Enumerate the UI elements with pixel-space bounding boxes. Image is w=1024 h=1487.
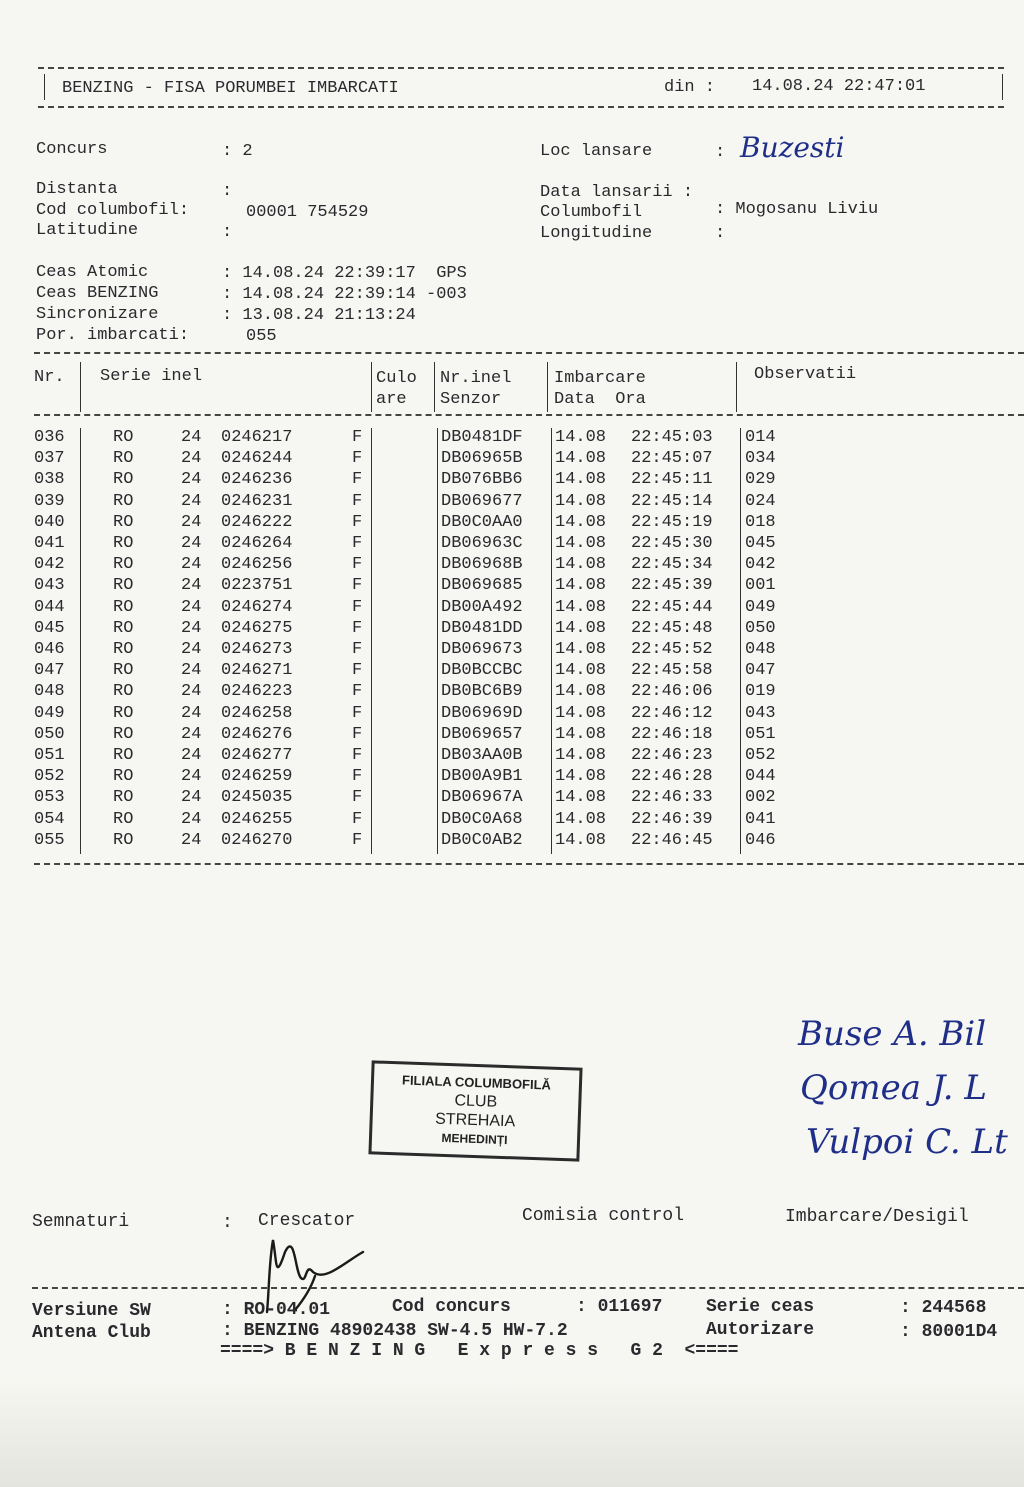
cell-nr: 055 [34, 830, 65, 850]
cell-sex: F [352, 428, 363, 447]
header-top-border [38, 67, 1004, 69]
cell-cc: RO [113, 470, 134, 490]
cell-date: 14.08 [555, 767, 607, 787]
cell-yr: 24 [181, 576, 202, 596]
cod-concurs-value: : 011697 [576, 1297, 663, 1317]
cell-ring: 0223751 [221, 576, 293, 596]
ceas-atomic-value: : 14.08.24 22:39:17 GPS [222, 264, 467, 283]
header-left-border [44, 74, 45, 100]
cell-date: 14.08 [555, 470, 607, 490]
longitudine-label: Longitudine [540, 224, 653, 243]
cell-sensor: DB0481DF [441, 428, 523, 447]
cell-yr: 24 [181, 470, 202, 490]
cell-time: 22:45:03 [631, 428, 713, 447]
cell-date: 14.08 [555, 661, 607, 681]
cell-cc: RO [113, 640, 134, 659]
cell-nr: 046 [34, 640, 65, 659]
latitudine-label: Latitudine [36, 221, 139, 240]
table-row [0, 618, 1024, 639]
cell-sex: F [352, 746, 363, 765]
cell-date: 14.08 [555, 618, 607, 638]
distanta-value: : [222, 182, 233, 201]
stamp-line-2: CLUB [454, 1092, 498, 1111]
table-row [0, 724, 1024, 745]
header-din-label: din : [664, 78, 716, 97]
cell-date: 14.08 [555, 512, 607, 532]
semnaturi-sep: : [222, 1213, 233, 1233]
cell-obs: 001 [745, 576, 776, 596]
cell-ring: 0246259 [221, 767, 293, 787]
cell-sensor: DB0C0AA0 [441, 512, 523, 532]
cell-obs: 052 [745, 746, 776, 765]
stamp-line-1: FILIALA COLUMBOFILĂ [401, 1072, 552, 1093]
cell-sensor: DB06967A [441, 788, 523, 808]
cell-yr: 24 [181, 767, 202, 787]
cell-ring: 0246255 [221, 809, 293, 829]
crescator-label: Crescator [258, 1211, 356, 1231]
cell-ring: 0246276 [221, 724, 293, 744]
cell-cc: RO [113, 618, 134, 638]
serie-ceas-value: : 244568 [900, 1298, 987, 1318]
header-culoare-1: Culo [376, 369, 417, 388]
cell-time: 22:46:06 [631, 682, 713, 702]
cell-time: 22:45:44 [631, 597, 713, 617]
cell-cc: RO [113, 724, 134, 744]
sincronizare-value: : 13.08.24 21:13:24 [222, 306, 416, 325]
cell-obs: 002 [745, 788, 776, 808]
cell-sensor: DB069673 [441, 640, 523, 659]
cell-yr: 24 [181, 597, 202, 617]
concurs-label: Concurs [36, 140, 108, 159]
cell-sex: F [352, 661, 363, 681]
cell-sensor: DB00A9B1 [441, 767, 523, 787]
cell-sensor: DB0C0AB2 [441, 830, 523, 850]
cell-ring: 0246277 [221, 746, 293, 765]
table-row [0, 830, 1024, 851]
table-header-bottom-border [34, 414, 1024, 416]
cell-cc: RO [113, 449, 134, 469]
cell-time: 22:45:34 [631, 555, 713, 575]
cell-sex: F [352, 767, 363, 787]
cell-yr: 24 [181, 724, 202, 744]
cell-sensor: DB0481DD [441, 618, 523, 638]
paper-shadow [0, 1380, 1024, 1487]
col-sep-1 [80, 362, 81, 412]
cell-cc: RO [113, 682, 134, 702]
comisia-control-label: Comisia control [522, 1206, 685, 1226]
cell-time: 22:45:11 [631, 470, 713, 490]
loc-lansare-sep: : [715, 143, 726, 162]
cod-concurs-label: Cod concurs [392, 1297, 511, 1317]
cell-nr: 048 [34, 682, 65, 702]
data-lansarii-label: Data lansarii : [540, 183, 694, 202]
cell-obs: 041 [745, 809, 776, 829]
cell-time: 22:46:33 [631, 788, 713, 808]
cell-cc: RO [113, 703, 134, 723]
cell-obs: 043 [745, 703, 776, 723]
cell-nr: 043 [34, 576, 65, 596]
ceas-atomic-label: Ceas Atomic [36, 263, 149, 282]
table-row [0, 533, 1024, 554]
cell-nr: 039 [34, 491, 65, 511]
cell-time: 22:46:23 [631, 746, 713, 765]
cell-cc: RO [113, 555, 134, 575]
ceas-benzing-label: Ceas BENZING [36, 284, 159, 303]
antena-club-value: : BENZING 48902438 SW-4.5 HW-7.2 [222, 1321, 568, 1341]
cell-yr: 24 [181, 746, 202, 765]
cell-yr: 24 [181, 703, 202, 723]
cell-nr: 054 [34, 809, 65, 829]
cell-yr: 24 [181, 809, 202, 829]
cell-sensor: DB0C0A68 [441, 809, 523, 829]
cell-sex: F [352, 576, 363, 596]
cell-time: 22:45:39 [631, 576, 713, 596]
cell-cc: RO [113, 788, 134, 808]
cell-ring: 0246273 [221, 640, 293, 659]
cod-columbofil-value: 00001 754529 [246, 203, 369, 222]
cell-date: 14.08 [555, 724, 607, 744]
cell-nr: 045 [34, 618, 65, 638]
cell-yr: 24 [181, 640, 202, 659]
cell-date: 14.08 [555, 809, 607, 829]
cell-time: 22:46:45 [631, 830, 713, 850]
cell-date: 14.08 [555, 682, 607, 702]
cell-yr: 24 [181, 661, 202, 681]
header-culoare-2: are [376, 390, 407, 409]
header-din-value: 14.08.24 22:47:01 [752, 77, 926, 96]
cell-cc: RO [113, 576, 134, 596]
table-row [0, 681, 1024, 702]
table-row [0, 745, 1024, 766]
stamp-line-4: MEHEDINȚI [441, 1130, 508, 1148]
cell-nr: 050 [34, 724, 65, 744]
header-bottom-border [38, 106, 1004, 108]
cell-ring: 0246256 [221, 555, 293, 575]
sincronizare-label: Sincronizare [36, 305, 159, 324]
cell-time: 22:46:12 [631, 703, 713, 723]
cell-obs: 018 [745, 512, 776, 532]
cell-date: 14.08 [555, 746, 607, 765]
longitudine-value: : [715, 224, 726, 243]
columbofil-value: : Mogosanu Liviu [715, 200, 879, 219]
cell-date: 14.08 [555, 597, 607, 617]
cell-cc: RO [113, 661, 134, 681]
cell-sensor: DB06963C [441, 534, 523, 553]
cell-sex: F [352, 470, 363, 490]
table-bottom-border [34, 863, 1024, 865]
cell-date: 14.08 [555, 534, 607, 553]
header-imbarcare-2: Data Ora [554, 390, 646, 409]
cell-date: 14.08 [555, 449, 607, 469]
cod-columbofil-label: Cod columbofil: [36, 201, 190, 220]
imbarcare-desigil-label: Imbarcare/Desigil [785, 1207, 969, 1227]
table-row [0, 766, 1024, 787]
cell-sex: F [352, 830, 363, 850]
cell-sex: F [352, 809, 363, 829]
cell-sensor: DB03AA0B [441, 746, 523, 765]
cell-sensor: DB06965B [441, 449, 523, 469]
cell-sex: F [352, 724, 363, 744]
cell-ring: 0246231 [221, 491, 293, 511]
distanta-label: Distanta [36, 180, 118, 199]
cell-nr: 052 [34, 767, 65, 787]
cell-obs: 024 [745, 491, 776, 511]
porumbei-imbarcati-label: Por. imbarcati: [36, 326, 190, 345]
table-row [0, 597, 1024, 618]
commission-signature-1: Buse A. Bil [798, 1014, 987, 1054]
cell-sex: F [352, 555, 363, 575]
cell-time: 22:45:58 [631, 661, 713, 681]
cell-time: 22:45:52 [631, 640, 713, 659]
cell-time: 22:45:19 [631, 512, 713, 532]
table-row [0, 448, 1024, 469]
cell-yr: 24 [181, 682, 202, 702]
cell-nr: 049 [34, 703, 65, 723]
cell-sensor: DB06969D [441, 703, 523, 723]
table-row [0, 554, 1024, 575]
cell-ring: 0246217 [221, 428, 293, 447]
cell-obs: 049 [745, 597, 776, 617]
cell-obs: 044 [745, 767, 776, 787]
cell-sex: F [352, 618, 363, 638]
cell-cc: RO [113, 534, 134, 553]
cell-obs: 034 [745, 449, 776, 469]
autorizare-value: : 80001D4 [900, 1322, 998, 1342]
cell-sex: F [352, 512, 363, 532]
cell-nr: 036 [34, 428, 65, 447]
col-sep-3 [434, 362, 435, 412]
header-nr: Nr. [34, 368, 65, 387]
club-stamp [368, 1060, 582, 1161]
col-sep-4 [547, 362, 548, 412]
header-observatii: Observatii [754, 365, 857, 384]
cell-yr: 24 [181, 512, 202, 532]
cell-yr: 24 [181, 534, 202, 553]
concurs-value: : 2 [222, 142, 253, 161]
footer-divider [32, 1287, 1024, 1289]
cell-nr: 044 [34, 597, 65, 617]
cell-sensor: DB076BB6 [441, 470, 523, 490]
porumbei-imbarcati-value: 055 [246, 327, 277, 346]
cell-sex: F [352, 640, 363, 659]
cell-cc: RO [113, 767, 134, 787]
cell-yr: 24 [181, 428, 202, 447]
cell-sex: F [352, 449, 363, 469]
cell-sex: F [352, 534, 363, 553]
cell-sensor: DB0BC6B9 [441, 682, 523, 702]
cell-date: 14.08 [555, 640, 607, 659]
col-sep-5 [736, 362, 737, 412]
cell-nr: 038 [34, 470, 65, 490]
cell-obs: 014 [745, 428, 776, 447]
cell-ring: 0246274 [221, 597, 293, 617]
cell-time: 22:45:07 [631, 449, 713, 469]
cell-date: 14.08 [555, 830, 607, 850]
header-serie-inel: Serie inel [100, 367, 203, 386]
cell-time: 22:45:48 [631, 618, 713, 638]
latitudine-value: : [222, 223, 233, 242]
antena-club-label: Antena Club [32, 1323, 151, 1343]
cell-yr: 24 [181, 788, 202, 808]
columbofil-label: Columbofil [540, 203, 643, 222]
cell-time: 22:45:14 [631, 491, 713, 511]
col-sep-2 [371, 362, 372, 412]
cell-date: 14.08 [555, 703, 607, 723]
table-row [0, 427, 1024, 448]
commission-signature-3: Vulpoi C. Lt [806, 1122, 1008, 1162]
cell-time: 22:46:18 [631, 724, 713, 744]
cell-ring: 0246223 [221, 682, 293, 702]
cell-cc: RO [113, 428, 134, 447]
cell-yr: 24 [181, 555, 202, 575]
cell-nr: 047 [34, 661, 65, 681]
cell-nr: 041 [34, 534, 65, 553]
table-row [0, 639, 1024, 660]
table-row [0, 660, 1024, 681]
cell-sex: F [352, 788, 363, 808]
cell-obs: 019 [745, 682, 776, 702]
table-row [0, 809, 1024, 830]
header-right-border [1002, 74, 1003, 100]
table-row [0, 575, 1024, 596]
cell-date: 14.08 [555, 576, 607, 596]
cell-obs: 045 [745, 534, 776, 553]
semnaturi-label: Semnaturi [32, 1212, 130, 1232]
versiune-sw-value: : RO-04.01 [222, 1300, 331, 1320]
cell-obs: 047 [745, 661, 776, 681]
table-row [0, 787, 1024, 808]
cell-ring: 0245035 [221, 788, 293, 808]
cell-sensor: DB06968B [441, 555, 523, 575]
table-row [0, 512, 1024, 533]
cell-date: 14.08 [555, 428, 607, 447]
cell-obs: 042 [745, 555, 776, 575]
page-title: BENZING - FISA PORUMBEI IMBARCATI [62, 79, 399, 98]
cell-time: 22:45:30 [631, 534, 713, 553]
loc-lansare-handwritten: Buzesti [740, 131, 845, 164]
cell-nr: 042 [34, 555, 65, 575]
cell-obs: 051 [745, 724, 776, 744]
cell-yr: 24 [181, 491, 202, 511]
cell-yr: 24 [181, 830, 202, 850]
cell-yr: 24 [181, 618, 202, 638]
cell-sex: F [352, 597, 363, 617]
header-nr-inel-2: Senzor [440, 390, 502, 409]
header-imbarcare-1: Imbarcare [554, 369, 646, 388]
cell-ring: 0246264 [221, 534, 293, 553]
header-nr-inel-1: Nr.inel [440, 369, 512, 388]
cell-time: 22:46:28 [631, 767, 713, 787]
table-row [0, 469, 1024, 490]
table-row [0, 703, 1024, 724]
ceas-benzing-value: : 14.08.24 22:39:14 -003 [222, 285, 467, 304]
cell-obs: 046 [745, 830, 776, 850]
cell-sensor: DB069657 [441, 724, 523, 744]
cell-date: 14.08 [555, 788, 607, 808]
cell-ring: 0246271 [221, 661, 293, 681]
cell-sensor: DB069685 [441, 576, 523, 596]
cell-time: 22:46:39 [631, 809, 713, 829]
cell-obs: 048 [745, 640, 776, 659]
cell-ring: 0246275 [221, 618, 293, 638]
cell-ring: 0246244 [221, 449, 293, 469]
cell-sensor: DB069677 [441, 491, 523, 511]
cell-obs: 050 [745, 618, 776, 638]
cell-ring: 0246236 [221, 470, 293, 490]
cell-ring: 0246258 [221, 703, 293, 723]
benzing-banner: ====> B E N Z I N G E x p r e s s G 2 <==== [220, 1341, 739, 1361]
cell-date: 14.08 [555, 491, 607, 511]
autorizare-label: Autorizare [706, 1320, 815, 1340]
serie-ceas-label: Serie ceas [706, 1297, 815, 1317]
loc-lansare-label: Loc lansare [540, 142, 653, 161]
cell-ring: 0246270 [221, 830, 293, 850]
cell-cc: RO [113, 491, 134, 511]
cell-nr: 053 [34, 788, 65, 808]
table-row [0, 491, 1024, 512]
cell-nr: 051 [34, 746, 65, 765]
cell-sensor: DB00A492 [441, 597, 523, 617]
cell-cc: RO [113, 830, 134, 850]
cell-cc: RO [113, 597, 134, 617]
table-top-border [34, 352, 1024, 354]
cell-cc: RO [113, 512, 134, 532]
versiune-sw-label: Versiune SW [32, 1301, 151, 1321]
cell-ring: 0246222 [221, 512, 293, 532]
cell-obs: 029 [745, 470, 776, 490]
cell-cc: RO [113, 809, 134, 829]
cell-sex: F [352, 682, 363, 702]
cell-sensor: DB0BCCBC [441, 661, 523, 681]
commission-signature-2: Qomea J. L [800, 1068, 987, 1108]
cell-sex: F [352, 491, 363, 511]
cell-yr: 24 [181, 449, 202, 469]
stamp-line-3: STREHAIA [434, 1110, 516, 1131]
cell-sex: F [352, 703, 363, 723]
cell-nr: 037 [34, 449, 65, 469]
cell-cc: RO [113, 746, 134, 765]
cell-date: 14.08 [555, 555, 607, 575]
cell-nr: 040 [34, 512, 65, 532]
